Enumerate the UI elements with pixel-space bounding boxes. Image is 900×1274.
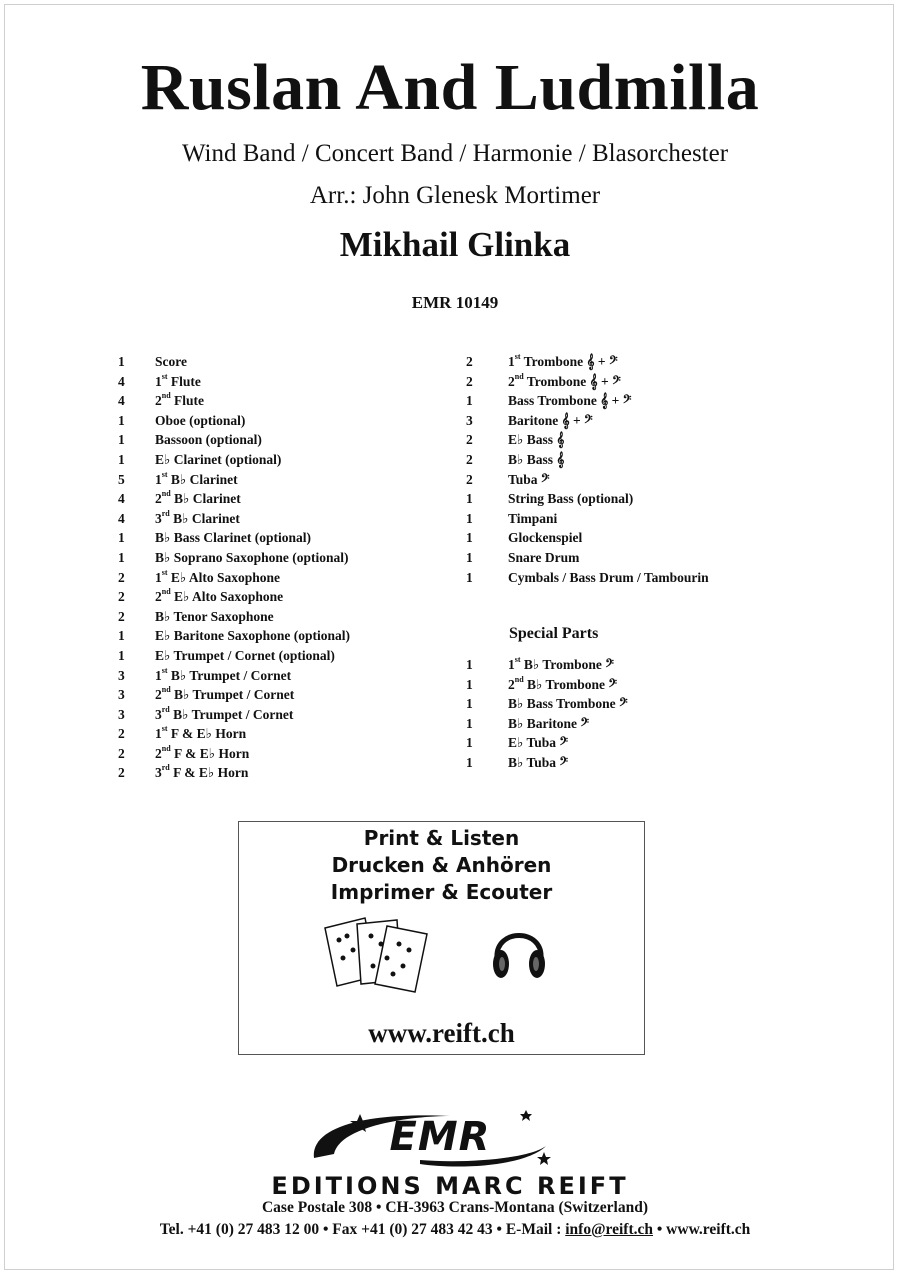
part-row — [466, 391, 786, 411]
part-row — [466, 352, 786, 372]
part-quantity: 3 — [466, 412, 473, 428]
part-row — [466, 714, 786, 734]
part-name: 2nd B♭ Trombone 𝄢 — [508, 674, 618, 692]
part-row — [466, 470, 786, 490]
part-quantity: 1 — [466, 491, 473, 507]
ordinal-suffix: nd — [161, 685, 171, 695]
part-name: Timpani — [508, 510, 558, 526]
part-quantity: 1 — [466, 530, 473, 546]
part-row — [118, 489, 438, 509]
part-row — [118, 568, 438, 588]
part-quantity: 1 — [466, 735, 473, 751]
part-name: Bassoon (optional) — [155, 432, 262, 448]
part-name: Tuba 𝄢 — [508, 471, 550, 487]
ordinal-suffix: st — [161, 567, 168, 577]
part-quantity: 3 — [118, 706, 125, 722]
part-name: 3rd B♭ Trumpet / Cornet — [155, 704, 294, 722]
special-parts-heading: Special Parts — [509, 625, 599, 642]
part-row — [466, 489, 786, 509]
part-name: 3rd F & E♭ Horn — [155, 763, 249, 781]
part-quantity: 1 — [466, 510, 473, 526]
part-name: Score — [155, 354, 187, 369]
part-quantity: 1 — [466, 569, 473, 585]
part-name: 2nd Flute — [155, 391, 205, 409]
part-row — [118, 744, 438, 764]
arranger: Arr.: John Glenesk Mortimer — [309, 182, 601, 209]
part-name: Glockenspiel — [508, 530, 583, 546]
part-quantity: 1 — [118, 354, 125, 369]
part-row — [118, 450, 438, 470]
part-row — [466, 548, 786, 568]
part-row — [118, 509, 438, 529]
part-row — [118, 411, 438, 431]
part-row — [466, 528, 786, 548]
ordinal-suffix: st — [514, 352, 521, 361]
part-quantity: 1 — [466, 393, 473, 409]
contact-email-link[interactable]: info@reift.ch — [565, 1221, 653, 1238]
ordinal-suffix: nd — [514, 674, 524, 684]
part-name: 1st B♭ Clarinet — [155, 469, 238, 487]
subtitle: Wind Band / Concert Band / Harmonie / Blasorchester — [181, 140, 729, 167]
part-name: 1st B♭ Trombone 𝄢 — [508, 655, 614, 672]
part-row — [466, 509, 786, 529]
part-name: E♭ Baritone Saxophone (optional) — [155, 628, 351, 644]
part-quantity: 1 — [118, 412, 125, 428]
part-name: Snare Drum — [508, 549, 580, 565]
part-name: B♭ Baritone 𝄢 — [508, 715, 590, 731]
part-name: B♭ Bass Trombone 𝄢 — [508, 696, 628, 712]
part-row — [466, 450, 786, 470]
part-name: Cymbals / Bass Drum / Tambourin — [508, 569, 709, 585]
part-name: 1st Flute — [155, 371, 201, 389]
part-quantity: 2 — [466, 373, 473, 389]
part-quantity: 2 — [118, 589, 125, 605]
ordinal-suffix: nd — [161, 391, 171, 401]
part-row — [466, 733, 786, 753]
part-quantity: 1 — [466, 549, 473, 565]
part-quantity: 2 — [466, 354, 473, 369]
publisher-address: Case Postale 308 • CH-3963 Crans-Montana (Switzerland) — [261, 1199, 648, 1216]
parts-list-left — [118, 352, 438, 783]
part-quantity: 3 — [118, 667, 125, 683]
part-name: B♭ Tuba 𝄢 — [508, 754, 569, 770]
part-name: B♭ Bass Clarinet (optional) — [155, 530, 312, 546]
part-quantity: 1 — [118, 530, 125, 546]
part-name: 1st F & E♭ Horn — [155, 724, 247, 742]
part-name: B♭ Soprano Saxophone (optional) — [155, 549, 349, 565]
publisher-contact — [0, 1221, 900, 1239]
part-row — [118, 430, 438, 450]
part-quantity: 2 — [466, 432, 473, 448]
part-row — [118, 646, 438, 666]
part-quantity: 1 — [466, 754, 473, 770]
ordinal-suffix: nd — [161, 743, 171, 753]
part-quantity: 3 — [118, 687, 125, 703]
part-quantity: 2 — [118, 745, 125, 761]
contact-phone-fax: Tel. +41 (0) 27 483 12 00 • Fax +41 (0) 27 483 42 43 • E-Mail : — [159, 1221, 566, 1238]
ordinal-suffix: nd — [161, 587, 171, 597]
part-row — [118, 607, 438, 627]
headphones-icon — [489, 914, 549, 986]
part-quantity: 1 — [466, 657, 473, 672]
part-row — [466, 568, 786, 588]
part-name: String Bass (optional) — [508, 491, 634, 507]
ordinal-suffix: st — [161, 724, 168, 734]
part-name: Oboe (optional) — [155, 412, 246, 428]
part-quantity: 1 — [118, 432, 125, 448]
ordinal-suffix: st — [161, 371, 168, 381]
part-quantity: 4 — [118, 373, 125, 389]
part-row — [466, 372, 786, 392]
part-name: E♭ Bass 𝄞 — [508, 432, 565, 448]
part-quantity: 5 — [118, 471, 125, 487]
part-quantity: 1 — [466, 715, 473, 731]
part-row — [466, 694, 786, 714]
part-row — [118, 352, 438, 372]
sheet-music-icon — [321, 914, 433, 996]
promo-line-1: Print & Listen — [363, 826, 520, 850]
ordinal-suffix: st — [161, 469, 168, 479]
part-quantity: 1 — [466, 676, 473, 692]
part-name: 1st B♭ Trumpet / Cornet — [155, 665, 292, 683]
part-row — [118, 470, 438, 490]
part-row — [466, 411, 786, 431]
ordinal-suffix: rd — [161, 763, 170, 773]
ordinal-suffix: nd — [514, 371, 524, 381]
ordinal-suffix: rd — [161, 704, 170, 714]
part-row — [118, 587, 438, 607]
page-title: Ruslan And Ludmilla — [140, 51, 760, 124]
special-parts-list — [466, 655, 786, 773]
part-quantity: 2 — [118, 569, 125, 585]
print-listen-box — [238, 821, 645, 1055]
part-quantity: 4 — [118, 491, 125, 507]
part-quantity: 1 — [118, 451, 125, 467]
catalog-number: EMR 10149 — [411, 293, 499, 312]
part-row — [118, 372, 438, 392]
part-row — [118, 626, 438, 646]
promo-url: www.reift.ch — [368, 1018, 515, 1048]
part-name: 3rd B♭ Clarinet — [155, 508, 240, 526]
part-name: B♭ Bass 𝄞 — [508, 451, 565, 467]
part-name: B♭ Tenor Saxophone — [155, 608, 274, 624]
part-name: 2nd B♭ Trumpet / Cornet — [155, 685, 295, 703]
part-name: 2nd B♭ Clarinet — [155, 489, 241, 507]
part-row — [466, 675, 786, 695]
part-quantity: 4 — [118, 393, 125, 409]
part-row — [118, 391, 438, 411]
ordinal-suffix: st — [161, 665, 168, 675]
part-name: 1st Trombone 𝄞 + 𝄢 — [508, 352, 618, 369]
part-quantity: 2 — [466, 451, 473, 467]
part-row — [118, 724, 438, 744]
ordinal-suffix: rd — [161, 508, 170, 518]
part-name: E♭ Clarinet (optional) — [155, 451, 282, 467]
part-name: Bass Trombone 𝄞 + 𝄢 — [508, 393, 632, 409]
part-quantity: 4 — [118, 510, 125, 526]
part-row — [118, 763, 438, 783]
part-quantity: 1 — [466, 696, 473, 712]
part-quantity: 1 — [118, 549, 125, 565]
parts-list-right — [466, 352, 786, 587]
part-row — [466, 430, 786, 450]
part-row — [118, 705, 438, 725]
emr-logo — [300, 1108, 560, 1170]
ordinal-suffix: st — [514, 655, 521, 664]
part-name: 2nd Trombone 𝄞 + 𝄢 — [508, 371, 621, 389]
logo-text: EMR — [389, 1114, 491, 1160]
part-row — [466, 753, 786, 773]
part-row — [118, 685, 438, 705]
part-quantity: 2 — [118, 726, 125, 742]
part-name: Baritone 𝄞 + 𝄢 — [508, 412, 593, 428]
part-quantity: 2 — [466, 471, 473, 487]
part-row — [118, 548, 438, 568]
part-quantity: 1 — [118, 628, 125, 644]
publisher-name: EDITIONS MARC REIFT — [271, 1172, 629, 1200]
part-name: 1st E♭ Alto Saxophone — [155, 567, 281, 585]
part-quantity: 1 — [118, 647, 125, 663]
part-quantity: 2 — [118, 608, 125, 624]
part-name: 2nd E♭ Alto Saxophone — [155, 587, 284, 605]
promo-line-3: Imprimer & Ecouter — [330, 880, 553, 904]
part-quantity: 2 — [118, 765, 125, 781]
part-row — [118, 528, 438, 548]
contact-website: • www.reift.ch — [653, 1221, 751, 1238]
part-name: E♭ Tuba 𝄢 — [508, 735, 569, 751]
part-row — [118, 666, 438, 686]
promo-line-2: Drucken & Anhören — [331, 853, 552, 877]
ordinal-suffix: nd — [161, 489, 171, 499]
part-row — [466, 655, 786, 675]
part-name: E♭ Trumpet / Cornet (optional) — [155, 647, 335, 663]
composer: Mikhail Glinka — [339, 225, 571, 264]
part-name: 2nd F & E♭ Horn — [155, 743, 250, 761]
